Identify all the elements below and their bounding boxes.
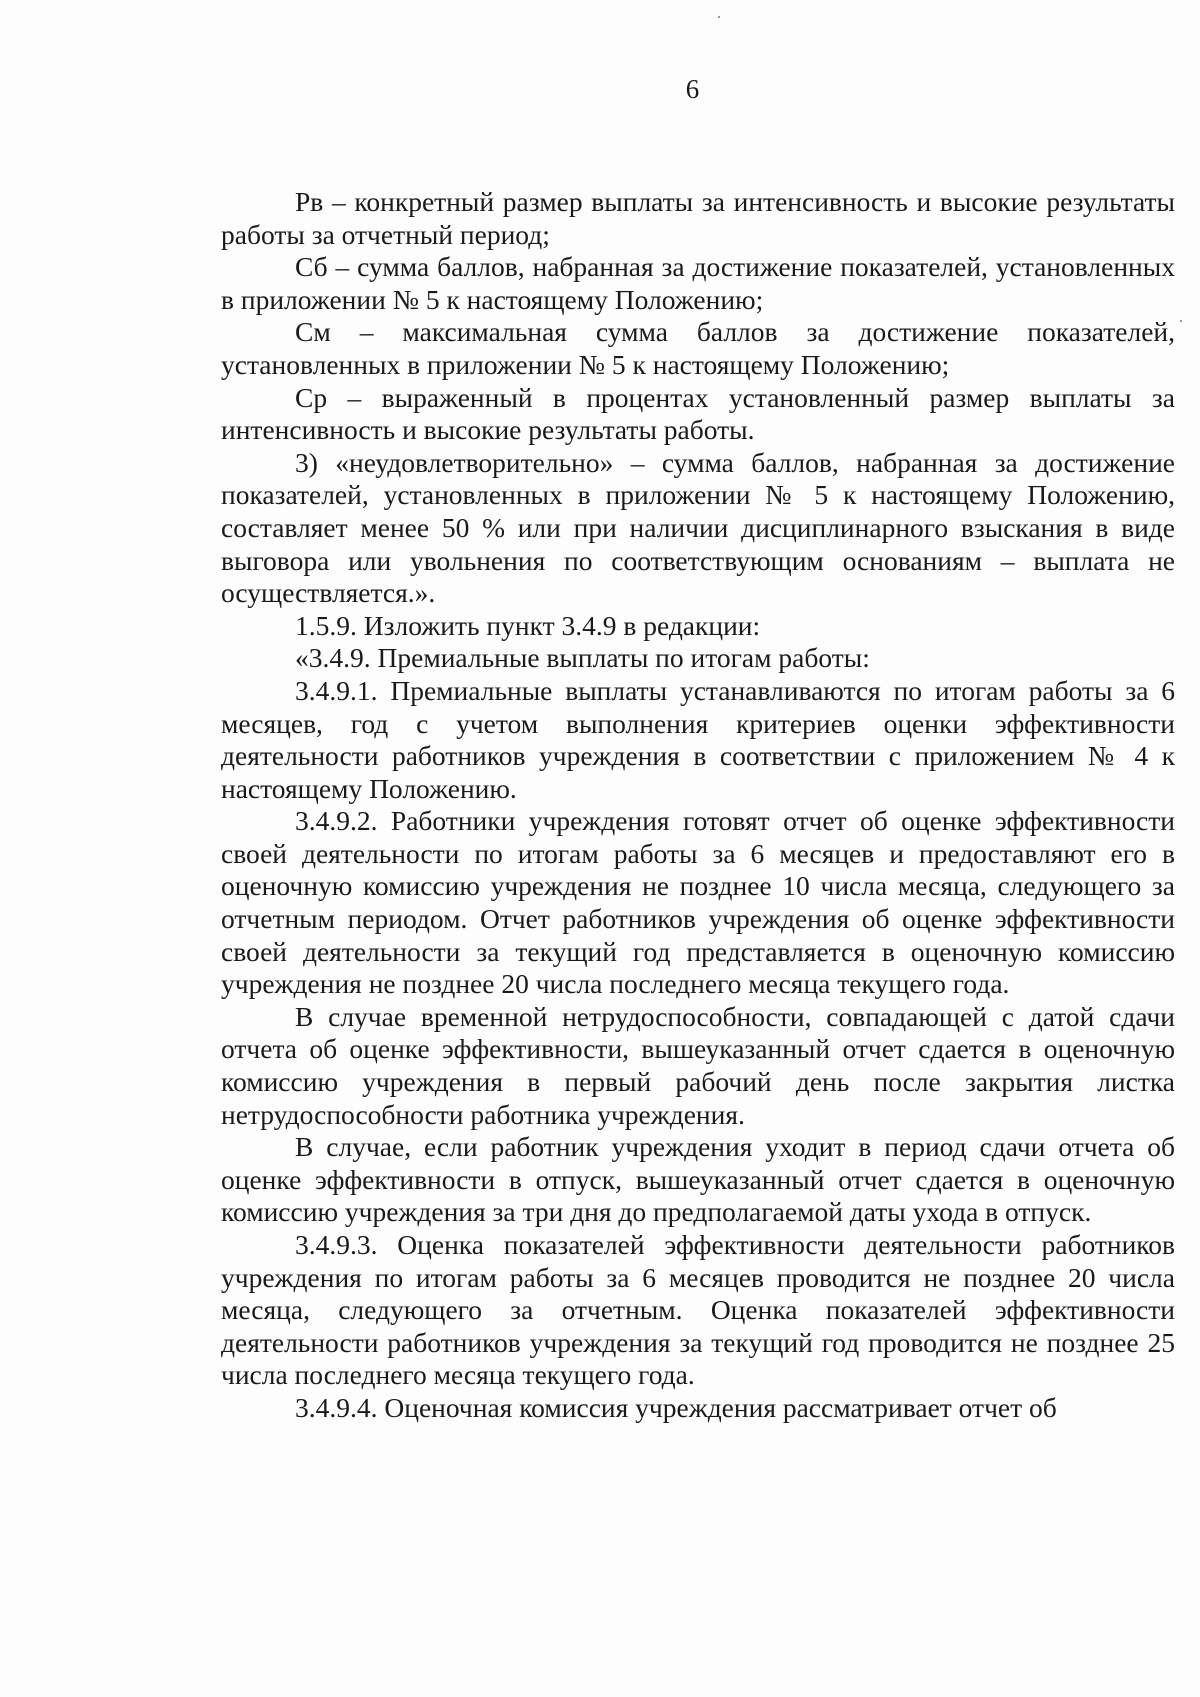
paragraph-vacation: В случае, если работник учреждения уходит в период сдачи отчета об оценке эффективности в отпуск, вышеуказанный отчет сдается в оценочную комиссию учреждения за три дня до предполагаемой даты ухода в отпуск. [221,1131,1175,1228]
document-body [221,186,1175,1425]
paragraph-3-4-9-1: 3.4.9.1. Премиальные выплаты устанавливаются по итогам работы за 6 месяцев, год с учетом выполнения критериев оценки эффективности деятельности работников учреждения в соответствии с приложением № 4 к настоящему Положению. [221,674,1175,804]
paragraph-3-4-9-4: 3.4.9.4. Оценочная комиссия учреждения рассматривает отчет об [295,1391,1057,1423]
paragraph-3-4-9-2: 3.4.9.2. Работники учреждения готовят отчет об оценке эффективности своей деятельности по итогам работы за 6 месяцев и предоставляют его в оценочную комиссию учреждения не позднее 10 числа месяца, следующего за отчетным периодом. Отчет работников учреждения об оценке эффективности своей деятельности за текущий год представляется в оценочную комиссию учреждения не позднее 20 числа последнего месяца текущего года. [221,805,1175,1000]
paragraph-unsatisfactory: 3) «неудовлетворительно» – сумма баллов, набранная за достижение показателей, установленных в приложении № 5 к настоящему Положению, составляет менее 50 % или при наличии дисциплинарного взыскания в виде выговора или увольнения по соответствующим основаниям – выплата не осуществляется.». [221,446,1175,609]
paragraph-1-5-9: 1.5.9. Изложить пункт 3.4.9 в редакции: [295,609,761,641]
paragraph-sr-definition: Ср – выраженный в процентах установленный размер выплаты за интенсивность и высокие результаты работы. [221,381,1175,446]
paragraph-temporary-disability: В случае временной нетрудоспособности, совпадающей с датой сдачи отчета об оценке эффективности, вышеуказанный отчет сдается в оценочную комиссию учреждения в первый рабочий день после закрытия листка нетрудоспособности работника учреждения. [221,1000,1175,1130]
paragraph-sb-definition: Сб – сумма баллов, набранная за достижение показателей, установленных в приложении № 5 к настоящему Положению; [221,251,1175,315]
paragraph-3-4-9-heading: «3.4.9. Премиальные выплаты по итогам работы: [295,642,870,674]
scan-speck [718,16,720,18]
paragraph-rv-definition: Рв – конкретный размер выплаты за интенсивность и высокие результаты работы за отчетный период; [221,186,1175,250]
paragraph-3-4-9-3: 3.4.9.3. Оценка показателей эффективности деятельности работников учреждения по итогам работы за 6 месяцев проводится не позднее 20 числа месяца, следующего за отчетным. Оценка показателей эффективности деятельности работников учреждения за текущий год проводится не позднее 25 числа последнего месяца текущего года. [221,1229,1175,1391]
scan-speck [1180,320,1182,322]
page-number: 6 [685,74,700,104]
paragraph-sm-definition: См – максимальная сумма баллов за достижение показателей, установленных в приложении № 5 к настоящему Положению; [221,316,1175,380]
